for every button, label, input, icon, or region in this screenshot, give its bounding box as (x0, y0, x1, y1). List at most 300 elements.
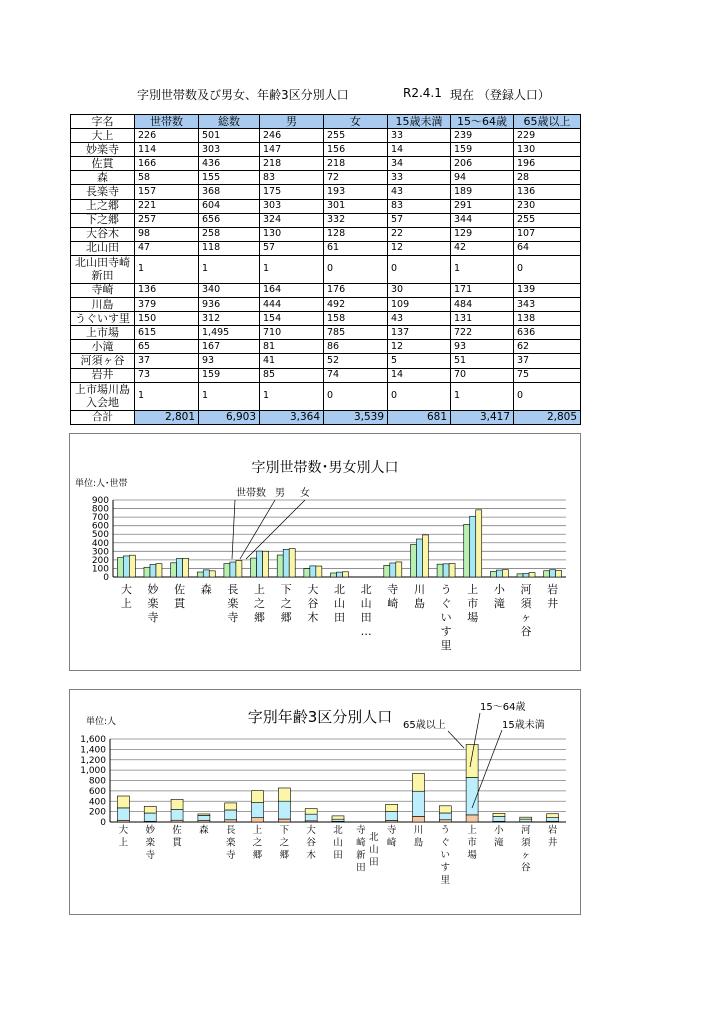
x-category-label (356, 824, 366, 874)
table-cell: 137 (388, 326, 451, 340)
bar-households (117, 558, 123, 577)
column-header: 総数 (199, 115, 260, 129)
x-category-label-text: 河須ヶ谷 (521, 825, 531, 874)
bar-female (183, 558, 189, 577)
table-cell: 218 (324, 157, 388, 171)
table-row (71, 326, 581, 340)
stack-segment-15to64 (305, 814, 317, 821)
stack-segment-under15 (252, 818, 264, 822)
bar-households (171, 563, 177, 577)
y-tick-label: 1,400 (80, 745, 106, 756)
table-row (71, 129, 581, 143)
x-category-label (281, 583, 292, 624)
table-cell: 109 (388, 298, 451, 312)
stack-segment-under15 (466, 815, 478, 822)
bar-male (550, 570, 556, 577)
table-row (71, 171, 581, 185)
table-cell: 64 (514, 241, 581, 255)
column-header: 15～64歳 (451, 115, 514, 129)
x-category-label-text: 小滝 (493, 583, 505, 610)
bar-female (556, 571, 562, 577)
table-cell: 0 (514, 255, 581, 283)
table-row (71, 340, 581, 354)
table-cell: 444 (260, 298, 324, 312)
bar-female (209, 571, 215, 577)
bar-households (464, 524, 470, 577)
stack-segment-65plus (144, 806, 156, 813)
x-category-label-text: 川島 (413, 583, 425, 610)
row-name: 大谷木 (71, 227, 135, 241)
x-category-label-text: 北山田 (334, 583, 345, 624)
row-name: 妙楽寺 (71, 143, 135, 157)
table-cell: 37 (514, 354, 581, 368)
table-cell: 1 (199, 255, 260, 283)
table-cell: 159 (451, 143, 514, 157)
table-cell: 14 (388, 368, 451, 382)
table-cell: 86 (324, 340, 388, 354)
x-category-label-text: 佐貫 (174, 583, 186, 610)
bar-female (343, 572, 349, 577)
x-category-label (145, 824, 155, 861)
table-cell: 246 (260, 129, 324, 143)
table-cell: 258 (199, 227, 260, 241)
stack-segment-65plus (225, 803, 237, 810)
bar-households (544, 571, 550, 577)
table-cell: 615 (135, 326, 199, 340)
row-name: 河須ヶ谷 (71, 354, 135, 368)
x-category-label (307, 582, 318, 624)
table-cell: 85 (260, 368, 324, 382)
row-name: 佐貫 (71, 157, 135, 171)
x-category-label-text: 上市場 (467, 583, 479, 624)
x-category-label-text: 大上 (120, 583, 132, 610)
table-cell: 324 (260, 213, 324, 227)
total-cell: 3,417 (451, 410, 514, 424)
table-cell: 150 (135, 312, 199, 326)
bar-female (236, 560, 242, 577)
x-category-label (387, 824, 397, 849)
x-category-label-text: 小滝 (494, 825, 504, 849)
table-cell: 138 (514, 312, 581, 326)
table-cell: 0 (388, 255, 451, 283)
stack-segment-under15 (278, 819, 290, 822)
x-category-label-text: 上之郷 (254, 583, 266, 624)
y-tick-label: 1,000 (80, 766, 106, 777)
x-category-label-text: 長楽寺 (225, 825, 236, 861)
table-cell: 83 (388, 199, 451, 213)
bar-male (230, 562, 236, 577)
row-name: 上市場 (71, 326, 135, 340)
row-name: 大上 (71, 129, 135, 143)
table-cell: 193 (324, 185, 388, 199)
bar-male (123, 556, 129, 577)
bar-households (331, 573, 337, 577)
table-cell: 167 (199, 340, 260, 354)
x-category-label (414, 583, 425, 610)
x-category-label (254, 582, 265, 624)
stack-segment-65plus (171, 799, 183, 809)
table-cell: 136 (135, 283, 199, 297)
table-cell: 81 (260, 340, 324, 354)
table-cell: 33 (388, 171, 451, 185)
x-category-label (280, 825, 290, 861)
table-cell: 189 (451, 185, 514, 199)
x-category-label-text: 大谷木 (307, 583, 319, 624)
table-row (71, 298, 581, 312)
table-cell: 73 (135, 368, 199, 382)
x-category-label-text: 寺崎新田 (356, 825, 366, 874)
x-category-label-text: 妙楽寺 (145, 825, 155, 861)
x-category-label (387, 582, 398, 610)
table-cell: 93 (451, 340, 514, 354)
total-cell: 2,801 (135, 410, 199, 424)
population-table (70, 114, 581, 425)
chart-households-gender (69, 433, 581, 671)
x-category-label-text: 川島 (413, 825, 424, 849)
chart-unit: 単位:人 (86, 717, 117, 727)
bar-female (129, 555, 135, 577)
table-cell: 158 (324, 312, 388, 326)
stack-segment-under15 (225, 820, 237, 822)
bar-households (224, 564, 230, 577)
table-cell: 37 (135, 354, 199, 368)
table-cell: 131 (451, 312, 514, 326)
page-title: 字別世帯数及び男女、年齢3区分別人口 (137, 88, 349, 102)
chart-title: 字別世帯数･男女別人口 (251, 460, 399, 476)
row-name: 岩井 (71, 368, 135, 382)
bar-male (310, 566, 316, 577)
x-category-label (119, 824, 129, 849)
x-category-label (227, 583, 238, 624)
total-cell: 681 (388, 410, 451, 424)
y-tick-label: 500 (91, 530, 109, 541)
table-cell: 12 (388, 340, 451, 354)
y-tick-label: 400 (91, 538, 109, 549)
table-cell: 70 (451, 368, 514, 382)
x-category-label-text: 北山田… (360, 583, 372, 638)
bar-male (523, 573, 529, 577)
table-cell: 484 (451, 298, 514, 312)
x-category-label-text: 上之郷 (252, 825, 263, 861)
x-category-label-text: 上市場 (467, 825, 477, 861)
table-cell: 0 (324, 382, 388, 410)
stack-segment-65plus (466, 744, 478, 777)
legend-label: 15～64歳 (480, 702, 526, 713)
table-row (71, 227, 581, 241)
y-tick-label: 400 (88, 797, 106, 808)
table-cell: 604 (199, 199, 260, 213)
x-category-label (253, 824, 263, 861)
bar-households (490, 571, 496, 577)
table-cell: 41 (260, 354, 324, 368)
x-category-label (521, 583, 532, 638)
x-category-label (521, 825, 531, 874)
x-category-label (414, 825, 424, 849)
bar-male (283, 549, 289, 577)
table-cell: 33 (388, 129, 451, 143)
stack-segment-65plus (305, 809, 317, 815)
bar-households (277, 555, 283, 577)
x-category-label-text: 岩井 (547, 583, 559, 610)
x-category-label-text: 大上 (118, 825, 129, 849)
table-row (71, 143, 581, 157)
table-cell: 171 (451, 283, 514, 297)
bar-households (251, 558, 257, 577)
stack-segment-65plus (332, 816, 344, 819)
table-header-row (71, 115, 581, 129)
table-row (71, 241, 581, 255)
bar-male (390, 563, 396, 577)
bar-male (150, 564, 156, 577)
report-date: R2.4.1 (403, 86, 442, 100)
chart-age-groups-svg (70, 690, 580, 914)
stack-segment-under15 (439, 820, 451, 822)
x-category-label (147, 582, 159, 624)
stack-segment-15to64 (171, 810, 183, 821)
total-label: 合計 (71, 410, 135, 424)
x-category-label-text: うぐいす里 (440, 583, 452, 652)
table-cell: 93 (199, 354, 260, 368)
x-category-label-text: 妙楽寺 (147, 583, 159, 624)
table-cell: 34 (388, 157, 451, 171)
bar-female (422, 535, 428, 577)
x-category-label-text: 森 (199, 825, 209, 836)
table-cell: 0 (514, 382, 581, 410)
x-category-label-text: うぐいす里 (440, 825, 451, 886)
bar-male (416, 539, 422, 577)
stack-segment-15to64 (117, 808, 129, 820)
x-category-label (441, 825, 451, 886)
legend-label: 女 (300, 488, 310, 499)
x-category-label-text: 寺崎 (387, 583, 399, 610)
bar-households (410, 545, 416, 577)
bar-households (304, 569, 310, 577)
table-cell: 22 (388, 227, 451, 241)
stack-segment-15to64 (493, 817, 505, 822)
table-cell: 147 (260, 143, 324, 157)
table-cell: 159 (199, 368, 260, 382)
bar-male (177, 558, 183, 577)
table-cell: 379 (135, 298, 199, 312)
table-cell: 139 (514, 283, 581, 297)
stack-segment-15to64 (520, 819, 532, 822)
legend-label: 男 (275, 488, 285, 499)
x-category-label-text: 岩井 (547, 825, 558, 849)
x-category-label (334, 583, 345, 624)
total-cell: 2,805 (514, 410, 581, 424)
table-row (71, 354, 581, 368)
table-cell: 1 (199, 382, 260, 410)
table-cell: 175 (260, 185, 324, 199)
bar-male (470, 516, 476, 577)
chart-households-gender-svg (70, 434, 580, 670)
table-cell: 43 (388, 185, 451, 199)
table-cell: 58 (135, 171, 199, 185)
y-tick-label: 1,600 (80, 735, 106, 745)
stack-segment-65plus (386, 804, 398, 811)
x-category-label (548, 824, 558, 849)
x-category-label (467, 582, 478, 624)
table-cell: 83 (260, 171, 324, 185)
table-cell: 128 (324, 227, 388, 241)
table-cell: 436 (199, 157, 260, 171)
stack-segment-65plus (117, 796, 129, 808)
stack-segment-65plus (520, 817, 532, 819)
column-header: 65歳以上 (514, 115, 581, 129)
stack-segment-15to64 (439, 813, 451, 820)
table-cell: 255 (514, 213, 581, 227)
x-category-label (201, 582, 212, 596)
x-category-label-text: 長楽寺 (227, 583, 239, 624)
y-tick-label: 0 (100, 818, 106, 828)
stack-segment-65plus (278, 788, 290, 801)
stack-segment-under15 (412, 816, 424, 822)
table-cell: 303 (260, 199, 324, 213)
row-name: 下之郷 (71, 213, 135, 227)
table-cell: 221 (135, 199, 199, 213)
callout-line (448, 731, 464, 748)
chart-age-groups (69, 689, 581, 915)
y-tick-label: 800 (91, 504, 109, 515)
y-tick-label: 800 (88, 776, 106, 787)
x-category-label (441, 583, 452, 652)
table-cell: 130 (514, 143, 581, 157)
bar-female (449, 563, 455, 577)
table-cell: 255 (324, 129, 388, 143)
bar-male (496, 570, 502, 577)
table-cell: 1 (451, 382, 514, 410)
table-cell: 196 (514, 157, 581, 171)
bar-female (529, 573, 535, 577)
x-category-label-text: 下之郷 (280, 583, 292, 624)
y-tick-label: 1,200 (80, 755, 106, 766)
table-cell: 230 (514, 199, 581, 213)
y-tick-label: 200 (88, 807, 106, 818)
stack-segment-15to64 (332, 819, 344, 821)
bar-male (443, 564, 449, 577)
table-cell: 155 (199, 171, 260, 185)
y-tick-label: 300 (91, 547, 109, 558)
table-cell: 114 (135, 143, 199, 157)
table-cell: 107 (514, 227, 581, 241)
row-name: 長楽寺 (71, 185, 135, 199)
table-row (71, 368, 581, 382)
column-header: 男 (260, 115, 324, 129)
table-cell: 118 (199, 241, 260, 255)
table-cell: 722 (451, 326, 514, 340)
table-cell: 303 (199, 143, 260, 157)
table-cell: 936 (199, 298, 260, 312)
bar-female (289, 549, 295, 577)
y-tick-label: 200 (91, 555, 109, 566)
total-cell: 3,539 (324, 410, 388, 424)
table-cell: 51 (451, 354, 514, 368)
table-cell: 30 (388, 283, 451, 297)
table-cell: 12 (388, 241, 451, 255)
table-cell: 65 (135, 340, 199, 354)
bar-households (197, 572, 203, 577)
table-cell: 154 (260, 312, 324, 326)
table-cell: 1 (260, 255, 324, 283)
table-cell: 1 (260, 382, 324, 410)
table-total-row (71, 410, 581, 424)
table-cell: 368 (199, 185, 260, 199)
row-name: 森 (71, 171, 135, 185)
x-category-label (494, 824, 504, 849)
x-category-label (361, 583, 372, 638)
table-cell: 5 (388, 354, 451, 368)
bar-female (316, 566, 322, 577)
row-name: 上之郷 (71, 199, 135, 213)
table-cell: 94 (451, 171, 514, 185)
column-header: 女 (324, 115, 388, 129)
stack-segment-65plus (198, 814, 210, 815)
table-cell: 1,495 (199, 326, 260, 340)
stack-segment-65plus (547, 814, 559, 818)
table-cell: 257 (135, 213, 199, 227)
y-tick-label: 600 (88, 786, 106, 797)
column-header: 字名 (71, 115, 135, 129)
bar-female (476, 510, 482, 577)
table-cell: 1 (451, 255, 514, 283)
bar-households (384, 565, 390, 577)
table-cell: 501 (199, 129, 260, 143)
table-cell: 344 (451, 213, 514, 227)
table-cell: 656 (199, 213, 260, 227)
table-cell: 129 (451, 227, 514, 241)
table-cell: 98 (135, 227, 199, 241)
report-note: 現在 （登録人口） (450, 88, 550, 102)
bar-male (257, 551, 263, 577)
bar-households (437, 564, 443, 577)
row-name: うぐいす里 (71, 312, 135, 326)
table-cell: 28 (514, 171, 581, 185)
x-category-label (174, 583, 186, 610)
row-name: 上市場川島入会地 (71, 382, 135, 410)
table-cell: 785 (324, 326, 388, 340)
table-row (71, 157, 581, 171)
stack-segment-15to64 (547, 818, 559, 822)
y-tick-label: 900 (91, 496, 109, 506)
table-cell: 176 (324, 283, 388, 297)
table-cell: 0 (324, 255, 388, 283)
row-name: 北山田 (71, 241, 135, 255)
table-cell: 636 (514, 326, 581, 340)
column-header: 世帯数 (135, 115, 199, 129)
table-cell: 291 (451, 199, 514, 213)
table-cell: 340 (199, 283, 260, 297)
stack-segment-65plus (412, 773, 424, 791)
y-tick-label: 100 (91, 564, 109, 575)
column-header: 15歳未満 (388, 115, 451, 129)
table-cell: 343 (514, 298, 581, 312)
table-cell: 61 (324, 241, 388, 255)
x-category-label-text: 北山田 (333, 825, 343, 861)
y-tick-label: 0 (103, 573, 109, 583)
table-cell: 239 (451, 129, 514, 143)
table-cell: 43 (388, 312, 451, 326)
x-category-label-text: 大谷木 (306, 825, 316, 861)
x-category-label-text: 森 (200, 583, 212, 596)
bar-female (502, 570, 508, 577)
x-category-label-text: 河須ヶ谷 (520, 583, 532, 638)
stack-segment-15to64 (278, 801, 290, 819)
row-name: 小滝 (71, 340, 135, 354)
table-cell: 57 (388, 213, 451, 227)
x-category-label (547, 582, 558, 610)
row-name: 北山田寺崎新田 (71, 255, 135, 283)
stack-segment-15to64 (225, 810, 237, 820)
